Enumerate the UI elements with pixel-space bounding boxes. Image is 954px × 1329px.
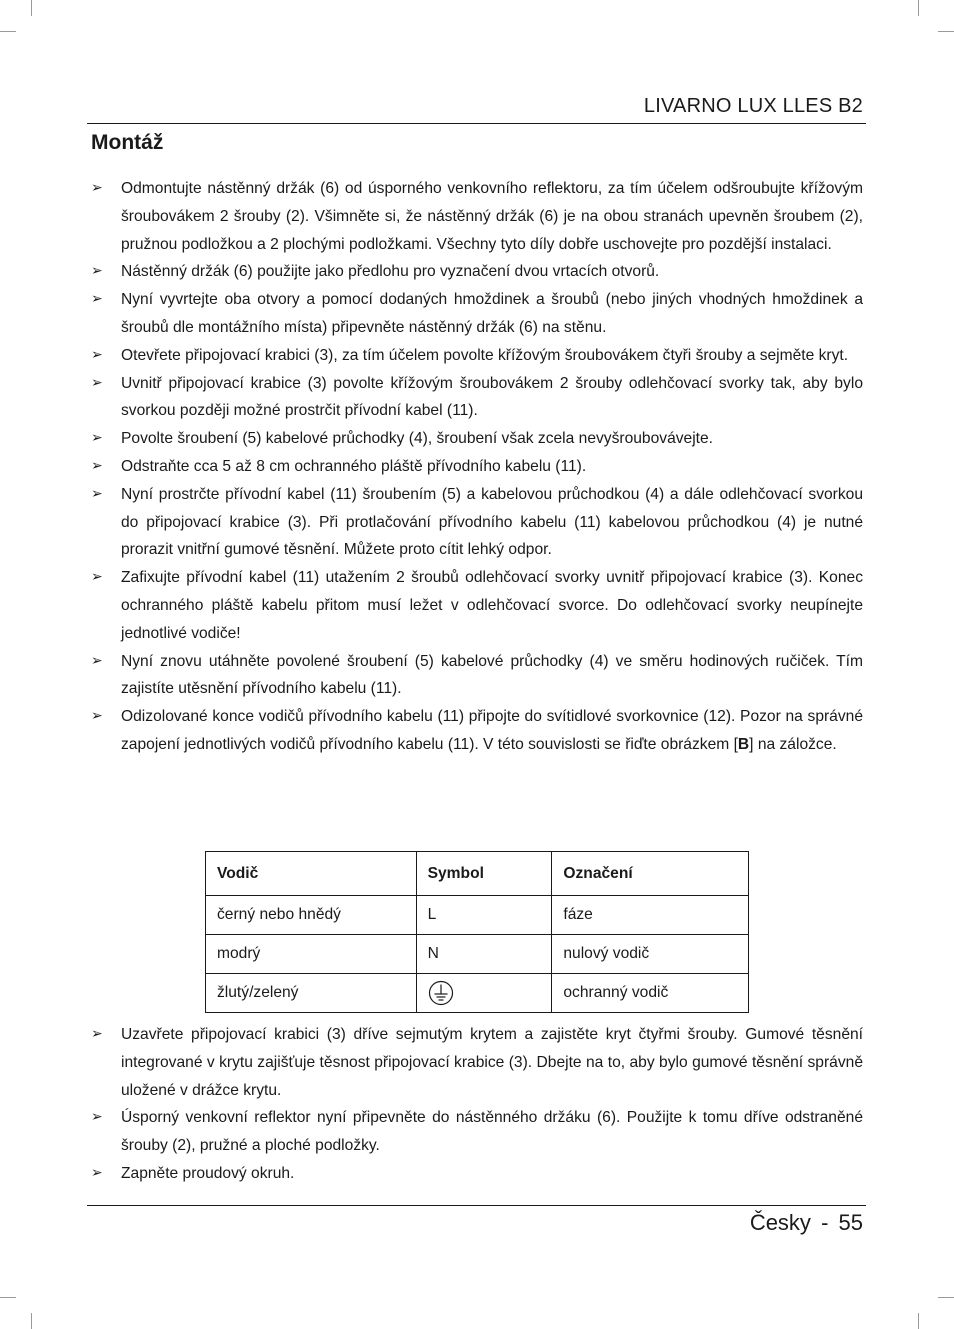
cell-conductor: žlutý/zelený <box>206 974 417 1013</box>
arrow-bullet-icon: ➢ <box>91 263 103 280</box>
header-rule <box>87 123 866 124</box>
arrow-bullet-icon: ➢ <box>91 374 103 391</box>
footer-separator: - <box>821 1210 829 1235</box>
list-item <box>91 342 863 370</box>
step-text-after-ref: ] na záložce. <box>749 735 837 753</box>
step-text: Úsporný venkovní reflektor nyní připevněte do nástěnného držáku (6). Použijte k tomu dříve odstraněné šrouby (2), pružné a ploché podložky. <box>121 1109 863 1155</box>
step-text: Odmontujte nástěnný držák (6) od úsporného venkovního reflektoru, za tím účelem odšroubujte křížovým šroubovákem 2 šrouby (2). Všimněte si, že nástěnný držák (6) je na obou stranách upevněn šroubem (2), pružnou podložkou a 2 plochými podložkami. Všechny tyto díly dobře uschovejte pro pozdější instalaci. <box>121 180 863 253</box>
cell-conductor: černý nebo hnědý <box>206 896 417 935</box>
arrow-bullet-icon: ➢ <box>91 291 103 308</box>
list-item <box>91 1021 863 1104</box>
list-item <box>91 648 863 704</box>
document-header-title: LIVARNO LUX LLES B2 <box>643 95 863 117</box>
page-footer <box>750 1210 863 1236</box>
step-text: Povolte šroubení (5) kabelové průchodky (4), šroubení však zcela nevyšroubovávejte. <box>121 430 714 448</box>
arrow-bullet-icon: ➢ <box>91 346 103 363</box>
step-text: Odstraňte cca 5 až 8 cm ochranného pláště přívodního kabelu (11). <box>121 457 587 475</box>
crop-mark <box>0 31 16 32</box>
page-number: 55 <box>838 1210 863 1235</box>
list-item <box>91 1160 863 1188</box>
protective-earth-icon <box>428 980 454 1006</box>
column-header-symbol: Symbol <box>416 852 552 896</box>
step-text: Zapněte proudový okruh. <box>121 1164 295 1182</box>
step-text: Uvnitř připojovací krabice (3) povolte křížovým šroubovákem 2 šrouby odlehčovací svorky tak, aby bylo svorkou později možné prostrčit přívodní kabel (11). <box>121 374 863 420</box>
arrow-bullet-icon: ➢ <box>91 430 103 447</box>
crop-mark <box>918 1313 919 1329</box>
table-header-row <box>206 852 749 896</box>
list-item <box>91 286 863 342</box>
arrow-bullet-icon: ➢ <box>91 652 103 669</box>
table-row <box>206 974 749 1013</box>
crop-mark <box>31 0 32 16</box>
list-item <box>91 425 863 453</box>
step-text: Uzavřete připojovací krabici (3) dříve sejmutým krytem a zajistěte kryt čtyřmi šrouby. Gumové těsnění integrované v krytu zajišťuje těsnost připojovací krabice (3). Dbejte na to, aby bylo gumové těsnění správně uložené v drážce krytu. <box>121 1026 863 1099</box>
arrow-bullet-icon: ➢ <box>91 457 103 474</box>
step-text: Nástěnný držák (6) použijte jako předlohu pro vyznačení dvou vrtacích otvorů. <box>121 263 660 281</box>
crop-mark <box>918 0 919 16</box>
list-item <box>91 481 863 564</box>
arrow-bullet-icon: ➢ <box>91 485 103 502</box>
arrow-bullet-icon: ➢ <box>91 569 103 586</box>
step-text: Nyní prostrčte přívodní kabel (11) šroubením (5) a kabelovou průchodkou (4) a dále odlehčovací svorkou do připojovací krabice (3). Při protlačování přívodního kabelu (11) kabelovou průchodkou (4) je nutné prorazit vnitřní gumové těsnění. Můžete proto cítit lehký odpor. <box>121 485 863 559</box>
crop-mark <box>0 1297 16 1298</box>
crop-mark <box>31 1313 32 1329</box>
cell-label: fáze <box>552 896 749 935</box>
arrow-bullet-icon: ➢ <box>91 1109 103 1126</box>
cell-symbol <box>416 974 552 1013</box>
arrow-bullet-icon: ➢ <box>91 1026 103 1042</box>
column-header-label: Označení <box>552 852 749 896</box>
cell-label: nulový vodič <box>552 935 749 974</box>
cell-conductor: modrý <box>206 935 417 974</box>
table-row <box>206 896 749 935</box>
step-text: Nyní vyvrtejte oba otvory a pomocí dodaných hmoždinek a šroubů (nebo jiných vhodných hmoždinek a šroubů dle montážního místa) připevněte nástěnný držák (6) na stěnu. <box>121 291 863 336</box>
list-item <box>91 453 863 481</box>
arrow-bullet-icon: ➢ <box>91 708 103 725</box>
cell-label: ochranný vodič <box>552 974 749 1013</box>
list-item <box>91 258 863 286</box>
step-text: Nyní znovu utáhněte povolené šroubení (5) kabelové průchodky (4) ve směru hodinových ručiček. Tím zajistíte utěsnění přívodního kabelu (11). <box>121 652 863 698</box>
arrow-bullet-icon: ➢ <box>91 1164 103 1181</box>
figure-reference: B <box>737 735 750 753</box>
cell-symbol: N <box>416 935 552 974</box>
assembly-steps-list-continued <box>91 1021 863 1188</box>
list-item <box>91 703 863 759</box>
step-text: Otevřete připojovací krabici (3), za tím účelem povolte křížovým šroubovákem čtyři šrouby a sejměte kryt. <box>121 346 849 364</box>
list-item <box>91 564 863 647</box>
footer-rule <box>87 1205 866 1206</box>
arrow-bullet-icon: ➢ <box>91 180 103 196</box>
section-title: Montáž <box>91 131 164 154</box>
conductor-table <box>205 851 749 1013</box>
table-row <box>206 935 749 974</box>
cell-symbol: L <box>416 896 552 935</box>
crop-mark <box>938 31 954 32</box>
list-item <box>91 1104 863 1160</box>
crop-mark <box>938 1297 954 1298</box>
step-text: Zafixujte přívodní kabel (11) utažením 2 šroubů odlehčovací svorky uvnitř připojovací krabice (3). Konec ochranného pláště kabelu přitom musí ležet v odlehčovací svorce. Do odlehčovací svorky neupínejte jednotlivé vodiče! <box>121 569 863 642</box>
list-item <box>91 370 863 426</box>
step-text-before-ref: Odizolované konce vodičů přívodního kabelu (11) připojte do svítidlové svorkovnice (12). Pozor na správné zapojení jednotlivých vodičů přívodního kabelu (11). V této souvislosti se řiďte obrázkem [ <box>121 708 863 753</box>
assembly-steps-list <box>91 175 863 759</box>
column-header-conductor: Vodič <box>206 852 417 896</box>
footer-language: Česky <box>749 1210 811 1235</box>
list-item <box>91 175 863 258</box>
